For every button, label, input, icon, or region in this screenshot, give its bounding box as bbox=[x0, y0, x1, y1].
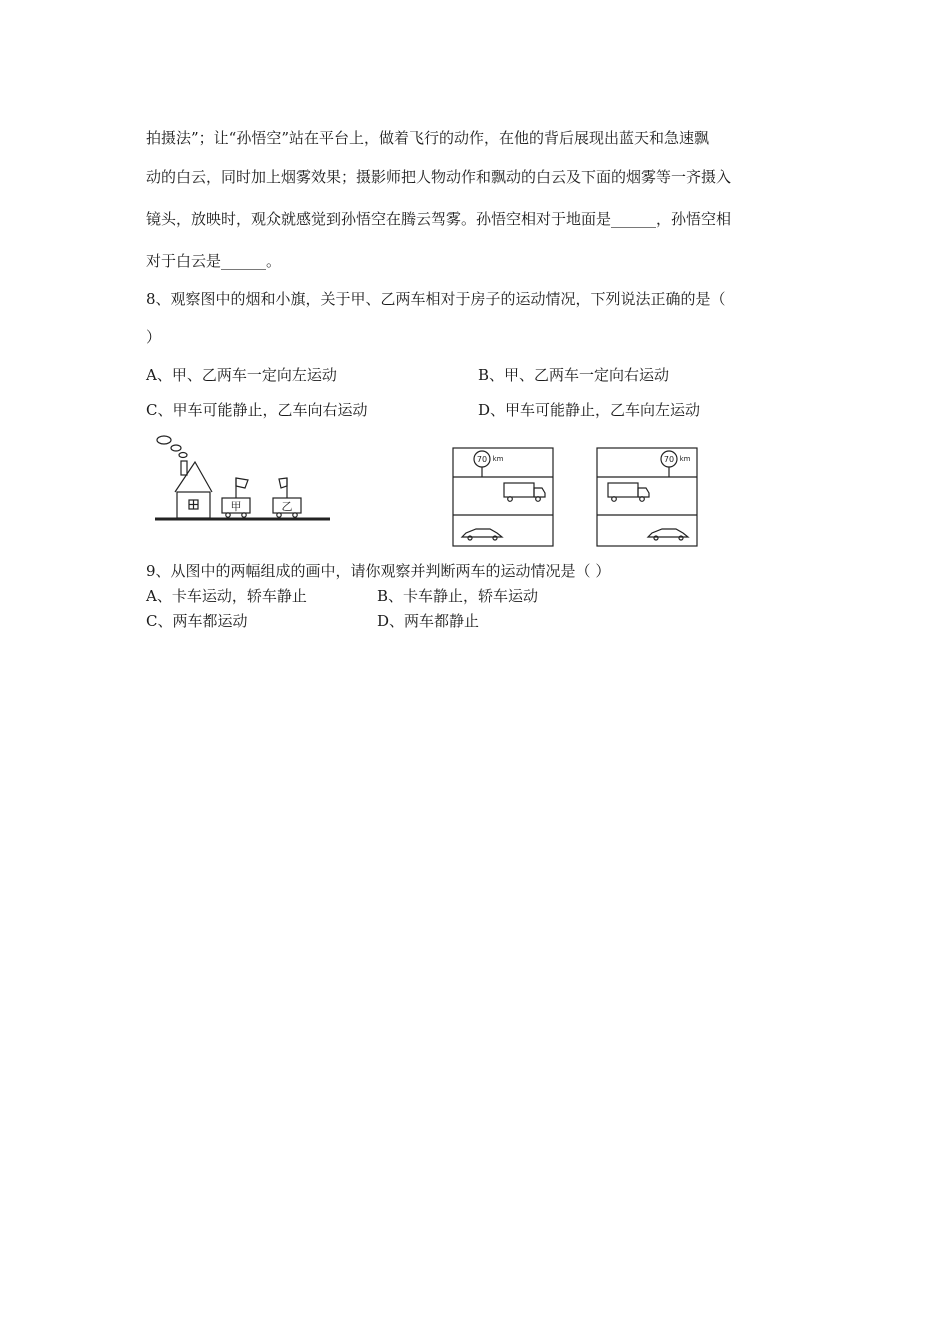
q8-house-figure bbox=[150, 432, 340, 528]
q8-car1-label: 甲 bbox=[230, 500, 242, 513]
q8-option-a: A、甲、乙两车一定向左运动 bbox=[146, 366, 337, 384]
q9-sign-unit-2: km bbox=[679, 455, 691, 463]
q9-sign-unit-1: km bbox=[492, 455, 504, 463]
q9-road-panel-2 bbox=[596, 447, 698, 547]
q9-road-panel-1 bbox=[452, 447, 554, 547]
passage-line-1: 拍摄法”；让“孙悟空”站在平台上，做着飞行的动作，在他的背后展现出蓝天和急速飘 bbox=[146, 129, 710, 147]
q9-option-c: C、两车都运动 bbox=[146, 612, 248, 630]
q8-stem-line-2: ） bbox=[146, 328, 162, 346]
q9-option-a: A、卡车运动，轿车静止 bbox=[146, 587, 307, 605]
q9-stem: 9、从图中的两幅组成的画中，请你观察并判断两车的运动情况是（ ） bbox=[146, 562, 611, 580]
q9-option-b: B、卡车静止，轿车运动 bbox=[377, 587, 539, 605]
q9-sign-speed-1: 70 bbox=[476, 455, 488, 464]
passage-line-3: 镜头，放映时，观众就感觉到孙悟空在腾云驾雾。孙悟空相对于地面是______，孙悟空相 bbox=[146, 210, 732, 228]
q9-sign-speed-2: 70 bbox=[663, 455, 675, 464]
q8-option-d: D、甲车可能静止，乙车向左运动 bbox=[478, 401, 701, 419]
q9-option-d: D、两车都静止 bbox=[377, 612, 480, 630]
q8-option-c: C、甲车可能静止，乙车向右运动 bbox=[146, 401, 368, 419]
q8-option-b: B、甲、乙两车一定向右运动 bbox=[478, 366, 670, 384]
passage-line-4: 对于白云是______。 bbox=[146, 252, 282, 270]
passage-line-2: 动的白云，同时加上烟雾效果；摄影师把人物动作和飘动的白云及下面的烟雾等一齐摄入 bbox=[146, 168, 732, 186]
q8-stem-line-1: 8、观察图中的烟和小旗，关于甲、乙两车相对于房子的运动情况，下列说法正确的是（ bbox=[146, 290, 726, 308]
q8-car2-label: 乙 bbox=[281, 500, 293, 513]
